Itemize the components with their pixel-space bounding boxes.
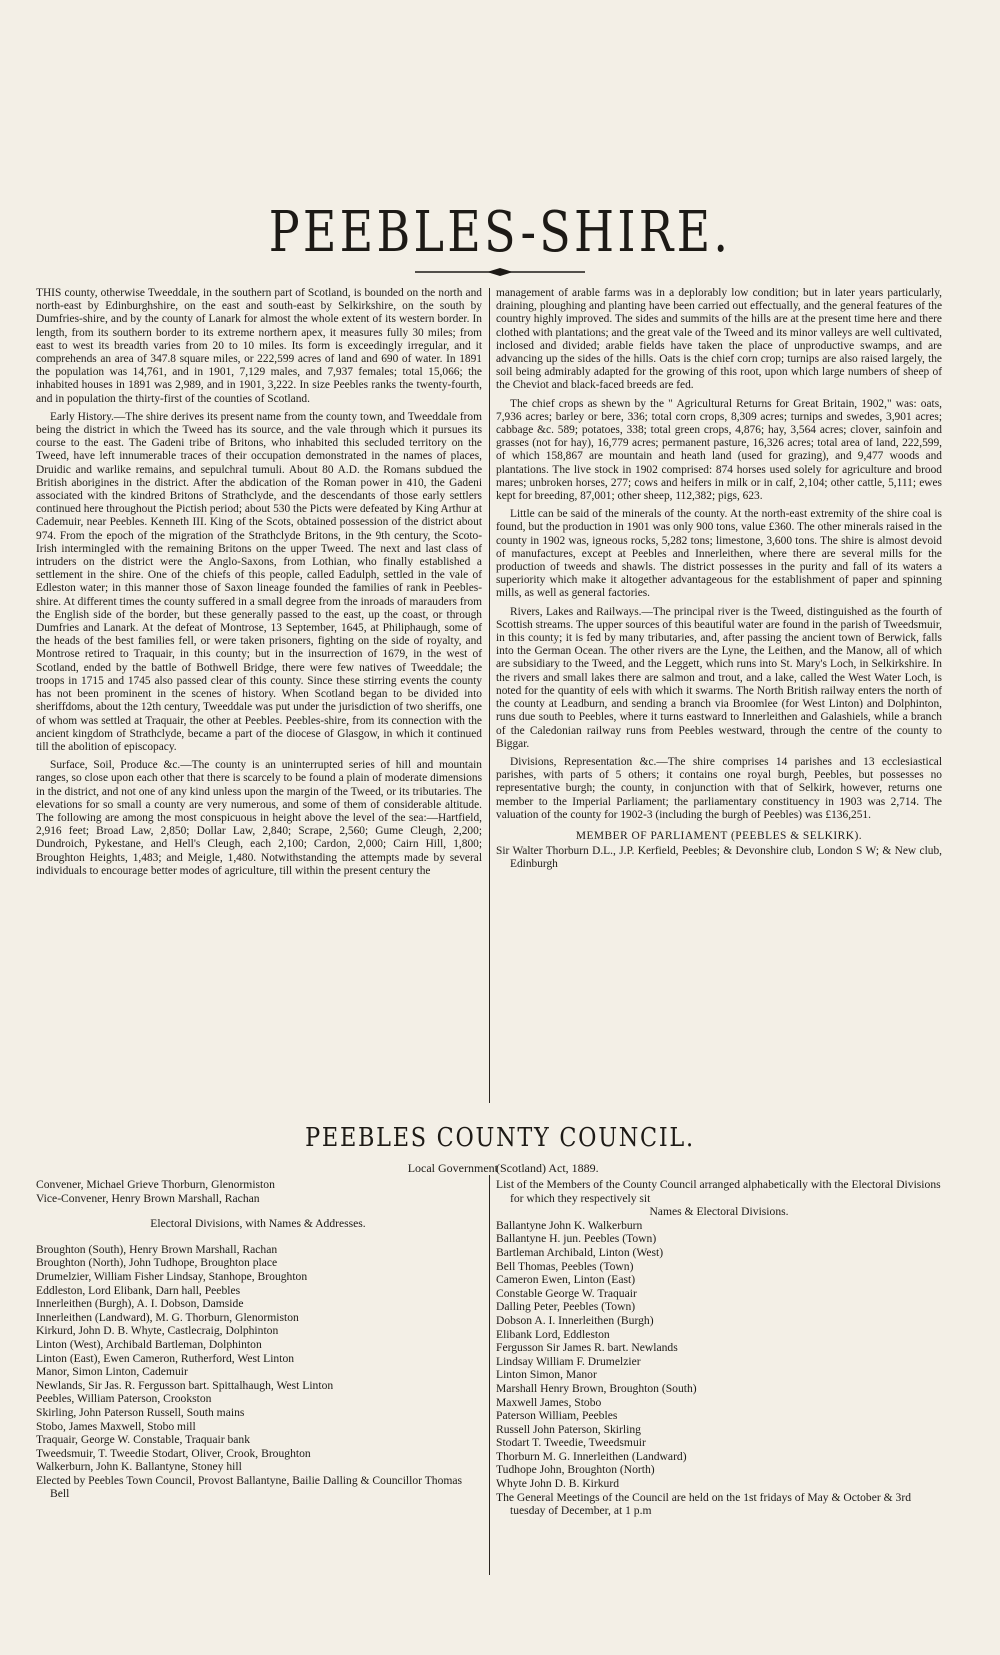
left-text-column: [36, 287, 482, 883]
division-entry: Traquair, George W. Constable, Traquair bank: [36, 1433, 251, 1447]
crops-paragraph: The chief crops as shewn by the " Agricultural Returns for Great Britain, 1902," was: oats, 7,936 acres; barley or bere, 336; total corn crops, 8,309 acres; turnips and swedes, 3,901 acres; cabbage &c. 589; potatoes, 338; total green crops, 4,876; hay, 3,564 acres; clover, sainfoin and grasses (not for hay), 16,779 acres; permanent pasture, 16,326 acres; total area of land, 222,599, of which 158,867 are mountain and heath land (used for grazing), and 9,477 woods and plantations. The live stock in 1902 comprised: 874 horses used solely for agriculture and brood mares; unbroken horses, 277; cows and heifers in milk or in calf, 2,104; other cattle, 5,111; ewes kept for breeding, 87,001; other sheep, 112,382; pigs, 623.: [496, 397, 942, 503]
divisions-paragraph: Divisions, Representation &c.—The shire comprises 14 parishes and 13 ecclesiastical parishes, with parts of 5 others; it contains one royal burgh, Peebles, but possesses no representative burgh; the county, in conjunction with that of Selkirk, however, returns one member to the Imperial Parliament; the parliamentary constituency in 1903 was 2,714. The valuation of the county for 1902-3 (including the burgh of Peebles) was £136,251.: [496, 755, 942, 821]
division-entry: Broughton (South), Henry Brown Marshall, Rachan: [36, 1242, 278, 1256]
council-right-column: [496, 1178, 942, 1518]
act-reference-left: Local Government: [407, 1161, 498, 1175]
intro-paragraph: THIS county, otherwise Tweeddale, in the southern part of Scotland, is bounded on the north and north-east by Edinburghshire, on the east and south-east by Selkirkshire, on the south by Dumfries-shire, and by the county of Lanark for almost the whole extent of its western border. In length, from its southern border to its extreme northern apex, it measures fully 30 miles; from east to west its breadth varies from 20 to 10 miles. Its form is exceedingly irregular, and it comprehends an area of 347.8 square miles, or 222,599 acres of land and 690 of water. In 1891 the population was 14,761, and in 1901, 7,129 males, and 7,937 females; total 15,066; the inhabited houses in 1891 was 2,989, and in 1901, 3,222. In size Peebles ranks the twenty-fourth, and in population the thirty-first of the counties of Scotland.: [36, 287, 482, 405]
mp-heading: MEMBER OF PARLIAMENT (PEEBLES & SELKIRK).: [575, 829, 863, 842]
agriculture-paragraph: management of arable farms was in a deplorably low condition; but in later years particularly, draining, ploughing and planting have been carried out effectually, and the general features of the country highly improved. The sides and summits of the hills are at the present time here and there clothed with plantations; and the great vale of the Tweed and its minor valleys are well cultivated, inclosed and divided; arable fields have taken the place of unproductive swamps, and are advancing up the sides of the hills. Oats is the chief corn crop; turnips are also raised largely, the soil being admirably adapted for the growing of this root, upon which large numbers of sheep of the Cheviot and black-faced breeds are fed.: [496, 287, 942, 392]
division-entry: Elected by Peebles Town Council, Provost Ballantyne, Bailie Dalling & Councillor Thomas Bell: [36, 1473, 463, 1501]
division-entry: Stobo, James Maxwell, Stobo mill: [36, 1419, 196, 1433]
member-entry: Thorburn M. G. Innerleithen (Landward): [496, 1449, 687, 1463]
member-entry: Russell John Paterson, Skirling: [496, 1422, 641, 1436]
division-entry: Manor, Simon Linton, Cademuir: [36, 1365, 188, 1379]
division-entry: Linton (East), Ewen Cameron, Rutherford, West Linton: [36, 1351, 295, 1365]
member-entry: Tudhope John, Broughton (North): [496, 1463, 655, 1477]
member-entry: Lindsay William F. Drumelzier: [496, 1354, 641, 1368]
title-ornament-rule: [415, 268, 585, 276]
members-list: [496, 1219, 942, 1491]
members-intro: List of the Members of the County Council arranged alphabetically with the Electoral Divisions for which they respectively sit: [496, 1178, 941, 1205]
member-entry: Dobson A. I. Innerleithen (Burgh): [496, 1313, 654, 1327]
member-entry: Stodart T. Tweedie, Tweedsmuir: [496, 1436, 646, 1450]
member-entry: Elibank Lord, Eddleston: [496, 1327, 610, 1341]
division-entry: Kirkurd, John D. B. Whyte, Castlecraig, Dolphinton: [36, 1324, 279, 1338]
rivers-railways-paragraph: Rivers, Lakes and Railways.—The principal river is the Tweed, distinguished as the fourth of Scottish streams. The upper sources of this beautiful water are found in the parish of Tweedsmuir, in this county; it is fed by many tributaries, and, after passing the ancient town of Berwick, falls into the German Ocean. The other rivers are the Lyne, the Leithen, and the Manow, all of which are subsidiary to the Tweed, and the Leggett, which runs into St. Mary's Loch, in Selkirkshire. In the rivers and small lakes there are salmon and trout, and a lake, called the West Water Loch, is noted for the quantity of eels with which it swarms. The North British railway enters the north of the county at Leadburn, and sending a branch via Broomlee (for West Linton) and Dolphinton, runs due south to Peebles, where it turns eastward to Innerleithen and Galashiels, while a branch of the Caledonian railway runs from Peebles westward, through the centre of the county to Biggar.: [496, 605, 942, 750]
convener: Convener, Michael Grieve Thorburn, Glenormiston: [36, 1178, 275, 1191]
member-entry: Bell Thomas, Peebles (Town): [496, 1259, 634, 1273]
member-entry: Paterson William, Peebles: [496, 1409, 618, 1423]
division-entry: Newlands, Sir Jas. R. Fergusson bart. Spittalhaugh, West Linton: [36, 1378, 334, 1392]
council-left-column: [36, 1178, 480, 1501]
member-entry: Ballantyne H. jun. Peebles (Town): [496, 1232, 657, 1246]
member-entry: Dalling Peter, Peebles (Town): [496, 1300, 636, 1314]
member-entry: Cameron Ewen, Linton (East): [496, 1273, 636, 1287]
division-entry: Peebles, William Paterson, Crookston: [36, 1392, 212, 1406]
column-divider: [489, 288, 490, 1103]
vice-convener: Vice-Convener, Henry Brown Marshall, Rachan: [36, 1191, 260, 1205]
member-entry: Linton Simon, Manor: [496, 1368, 597, 1382]
member-entry: Whyte John D. B. Kirkurd: [496, 1477, 620, 1491]
division-entry: Tweedsmuir, T. Tweedie Stodart, Oliver, Crook, Broughton: [36, 1446, 311, 1460]
early-history-paragraph: Early History.—The shire derives its present name from the county town, and Tweeddale from being the district in which the Tweed has its source, and the vale through which it pursues its course to the east. The Gadeni tribe of Britons, who inhabited this secluded territory on the Tweed, have left innumerable traces of their occupation demonstrated in the names of places, Druidic and warlike remains, and sepulchral tumuli. About 80 A.D. the Romans subdued the British aborigines in the district. After the abdication of the Roman power in 410, the Gadeni associated with the kindred Britons of Strathclyde, and the descendants of those early settlers continued here throughout the Pictish period; about 530 the Picts were defeated by King Arthur at Cademuir, near Peebles. Kenneth III. King of the Scots, obtained possession of the district about 974. From the epoch of the migration of the Strathclyde Britons, in the 9th century, the Scoto-Irish intermingled with the remaining Britons on the upper Tweed. The next and last class of intruders on the district were the Anglo-Saxons, from Lothian, who finally established a settlement in the shire. One of the chiefs of this people, called Eadulph, settled in the vale of Edleston water; in this manner those of Saxon lineage founded the families of rank in Peebles-shire. At different times the county suffered in a small degree from the inroads of marauders from the English side of the border, but these generally passed to the east, up the coast, or through Dumfries and Lanark. At the defeat of Montrose, 13 September, 1645, at Philiphaugh, some of the heads of the best families fell, or were taken prisoners, fighting on the side of royalty, and Montrose retired to Traquair, in this county; but in the insurrection of 1679, in the west of Scotland, ended by the battle of Bothwell Bridge, there were few natives of Tweeddale; the troops in 1715 and 1745 also passed clear of this county. Since these stirring events the county has not been prominent in the scenes of history. When Scotland began to be divided into sheriffdoms, about the 12th century, Tweeddale was put under the jurisdiction of two sheriffs, one of whom was settled at Traquair, the other at Peebles. Peebles-shire, from its connection with the ancient kingdom of Strathclyde, became a part of the diocese of Glasgow, in which it continued till the abolition of episcopacy.: [36, 410, 482, 753]
member-entry: Maxwell James, Stobo: [496, 1395, 602, 1409]
meetings-note: The General Meetings of the Council are held on the 1st fridays of May & October & 3rd tuesday of December, at 1 p.m: [496, 1490, 912, 1518]
members-heading: Names & Electoral Divisions.: [649, 1205, 789, 1219]
division-entry: Linton (West), Archibald Bartleman, Dolphinton: [36, 1337, 262, 1351]
division-entry: Walkerburn, John K. Ballantyne, Stoney hill: [36, 1460, 242, 1474]
council-column-divider: [489, 1175, 490, 1575]
division-entry: Broughton (North), John Tudhope, Broughton place: [36, 1256, 278, 1270]
division-entry: Skirling, John Paterson Russell, South mains: [36, 1405, 245, 1419]
member-entry: Marshall Henry Brown, Broughton (South): [496, 1381, 697, 1395]
division-entry: Eddleston, Lord Elibank, Darn hall, Peebles: [36, 1283, 241, 1297]
division-entry: Innerleithen (Burgh), A. I. Dobson, Damside: [36, 1297, 244, 1311]
divisions-list: [36, 1243, 480, 1501]
mp-entry: Sir Walter Thorburn D.L., J.P. Kerfield, Peebles; & Devonshire club, London S W; & New club, Edinburgh: [496, 845, 942, 871]
division-entry: Innerleithen (Landward), M. G. Thorburn, Glenormiston: [36, 1310, 299, 1324]
page-title: PEEBLES-SHIRE.: [268, 200, 732, 265]
divisions-heading: Electoral Divisions, with Names & Addresses.: [150, 1217, 366, 1231]
member-entry: Constable George W. Traquair: [496, 1286, 637, 1300]
member-entry: Bartleman Archibald, Linton (West): [496, 1245, 664, 1259]
minerals-paragraph: Little can be said of the minerals of the county. At the north-east extremity of the shire coal is found, but the production in 1901 was only 900 tons, value £360. The other minerals raised in the county in 1902 was, igneous rocks, 5,282 tons; limestone, 3,600 tons. The shire is almost devoid of manufactures, except at Peebles and Innerleithen, where there are several mills for the production of tweeds and shawls. The district possesses in the purity and fall of its waters a superiority which make it altogether advantageous for the establishment of paper and spinning mills, as well as general factories.: [496, 508, 942, 600]
member-entry: Ballantyne John K. Walkerburn: [496, 1218, 643, 1232]
member-entry: Fergusson Sir James R. bart. Newlands: [496, 1341, 678, 1355]
council-title: PEEBLES COUNTY COUNCIL.: [305, 1123, 695, 1153]
division-entry: Drumelzier, William Fisher Lindsay, Stanhope, Broughton: [36, 1269, 308, 1283]
surface-soil-paragraph: Surface, Soil, Produce &c.—The county is an uninterrupted series of hill and mountain ranges, so close upon each other that there is scarcely to be found a plain of moderate dimensions in the district, and not one of any kind unless upon the margin of the Tweed, or its tributaries. The elevations for so small a county are very numerous, and some of them of considerable altitude. The following are among the most conspicuous in height above the level of the sea:—Hartfield, 2,916 feet; Broad Law, 2,850; Dollar Law, 2,840; Scrape, 2,560; Gume Cleugh, 2,200; Dundroich, Pykestane, and Hell's Cleugh, each 2,100; Cardon, 2,000; Cairn Hill, 1,800; Broughton Heights, 1,483; and Meigle, 1,480. Notwithstanding the attempts made by several individuals to encourage better modes of agriculture, till within the present century the: [36, 759, 482, 877]
act-reference-right: (Scotland) Act, 1889.: [496, 1161, 599, 1175]
right-text-column: [496, 287, 942, 877]
